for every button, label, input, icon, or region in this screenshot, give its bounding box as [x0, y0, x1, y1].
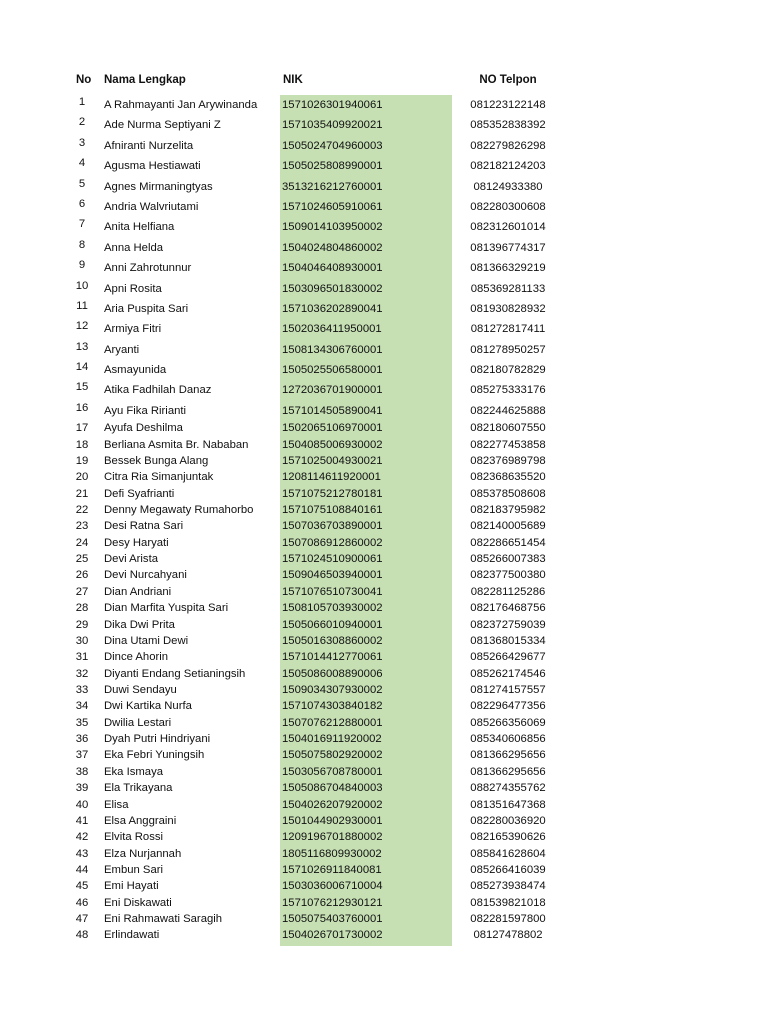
cell-name: Dince Ahorin	[104, 651, 169, 664]
cell-no: 13	[75, 340, 89, 353]
cell-tel: 081272817411	[470, 323, 546, 336]
cell-name: Ela Trikayana	[104, 782, 173, 795]
table-row	[0, 601, 768, 617]
cell-name: Aryanti	[104, 343, 140, 356]
table-row	[0, 650, 768, 666]
cell-tel: 082180607550	[470, 422, 546, 435]
cell-tel: 085273938474	[470, 880, 546, 893]
cell-nik: 1208114611920001	[282, 471, 381, 484]
cell-no: 44	[75, 863, 89, 876]
cell-no: 48	[75, 929, 89, 942]
cell-nik: 1571014505890041	[282, 404, 383, 417]
cell-tel: 082281597800	[470, 913, 546, 926]
cell-nik: 1571035409920021	[282, 119, 383, 132]
cell-nik: 1503036006710004	[282, 880, 383, 893]
table-row	[0, 156, 768, 176]
cell-name: Erlindawati	[104, 929, 160, 942]
table-row	[0, 781, 768, 797]
cell-nik: 1501044902930001	[282, 814, 383, 827]
cell-no: 47	[75, 913, 89, 926]
cell-nik: 1571024605910061	[282, 200, 383, 213]
cell-no: 24	[75, 536, 89, 549]
cell-tel: 082280036920	[470, 814, 546, 827]
cell-nik: 1504026701730002	[282, 929, 383, 942]
cell-name: Devi Arista	[104, 553, 158, 566]
cell-nik: 1505025506580001	[282, 364, 383, 377]
cell-no: 2	[78, 116, 86, 129]
header-tel: NO Telpon	[479, 74, 537, 86]
cell-no: 43	[75, 847, 89, 860]
cell-name: Atika Fadhilah Danaz	[104, 384, 212, 397]
cell-no: 41	[75, 814, 89, 827]
table-row	[0, 536, 768, 552]
header-nik: NIK	[283, 74, 303, 86]
cell-tel: 082140005689	[470, 520, 546, 533]
cell-no: 6	[78, 197, 86, 210]
cell-name: A Rahmayanti Jan Arywinanda	[104, 99, 258, 111]
cell-name: Anni Zahrotunnur	[104, 262, 192, 275]
cell-name: Citra Ria Simanjuntak	[104, 471, 214, 484]
cell-no: 45	[75, 880, 89, 893]
cell-name: Ayu Fika Ririanti	[104, 404, 187, 417]
cell-tel: 085275333176	[470, 384, 546, 397]
table-row	[0, 699, 768, 715]
cell-nik: 1504016911920002	[282, 733, 382, 746]
cell-tel: 081274157557	[470, 684, 546, 696]
cell-no: 33	[75, 684, 89, 696]
table-row	[0, 380, 768, 400]
cell-tel: 085352838392	[470, 119, 546, 132]
cell-name: Elvita Rossi	[104, 831, 164, 844]
cell-tel: 081366295656	[470, 749, 546, 762]
table-row	[0, 197, 768, 217]
cell-nik: 1505025808990001	[282, 160, 383, 173]
cell-nik: 1507086912860002	[282, 536, 383, 549]
cell-nik: 1505016308860002	[282, 634, 383, 647]
table-row	[0, 95, 768, 115]
cell-no: 18	[75, 438, 89, 451]
table-row	[0, 421, 768, 437]
cell-name: Desi Ratna Sari	[104, 520, 184, 533]
cell-tel: 081366295656	[470, 765, 546, 778]
cell-nik: 1503056708780001	[282, 765, 383, 778]
table-row	[0, 115, 768, 135]
table-row	[0, 912, 768, 928]
cell-tel: 085841628604	[470, 847, 546, 860]
cell-tel: 082165390626	[470, 831, 546, 844]
cell-tel: 081930828932	[470, 302, 546, 315]
cell-no: 11	[76, 299, 88, 312]
cell-no: 35	[75, 716, 89, 729]
cell-nik: 1507076212880001	[282, 716, 383, 729]
cell-name: Embun Sari	[104, 863, 164, 876]
cell-tel: 082372759039	[470, 618, 546, 631]
cell-name: Dian Marfita Yuspita Sari	[104, 602, 229, 615]
cell-name: Andria Walvriutami	[104, 200, 199, 213]
table-row	[0, 814, 768, 830]
cell-name: Dyah Putri Hindriyani	[104, 733, 211, 746]
cell-name: Defi Syafrianti	[104, 487, 175, 500]
cell-name: Eni Rahmawati Saragih	[104, 913, 223, 926]
cell-nik: 1507036703890001	[282, 520, 383, 533]
cell-no: 7	[78, 218, 86, 231]
cell-no: 22	[75, 504, 89, 517]
cell-nik: 1502036411950001	[282, 323, 382, 336]
cell-nik: 1508134306760001	[282, 343, 383, 356]
cell-name: Anna Helda	[104, 241, 164, 254]
cell-nik: 1571025004930021	[282, 454, 383, 467]
table-row	[0, 896, 768, 912]
cell-name: Emi Hayati	[104, 880, 159, 893]
cell-no: 25	[75, 553, 89, 566]
cell-name: Eni Diskawati	[104, 896, 172, 909]
header-no: No	[76, 74, 92, 86]
cell-no: 40	[75, 798, 89, 811]
cell-tel: 085266416039	[470, 863, 546, 876]
cell-name: Eka Febri Yuningsih	[104, 749, 205, 762]
cell-no: 20	[75, 471, 89, 484]
cell-nik: 1571014412770061	[282, 651, 383, 664]
cell-name: Asmayunida	[104, 364, 167, 377]
table-row	[0, 748, 768, 764]
table-row	[0, 299, 768, 319]
cell-name: Agusma Hestiawati	[104, 160, 201, 173]
table-row	[0, 863, 768, 879]
cell-tel: 085369281133	[470, 282, 546, 295]
table-row	[0, 487, 768, 503]
cell-name: Apni Rosita	[104, 282, 162, 295]
table-row	[0, 568, 768, 584]
cell-no: 26	[75, 569, 89, 582]
cell-name: Berliana Asmita Br. Nababan	[104, 438, 249, 451]
cell-no: 30	[75, 634, 89, 647]
cell-no: 5	[78, 177, 86, 190]
table-row	[0, 454, 768, 470]
table-row	[0, 667, 768, 683]
cell-nik: 1571075108840161	[282, 504, 383, 517]
table-row	[0, 847, 768, 863]
cell-tel: 082296477356	[470, 700, 546, 713]
cell-nik: 1504026207920002	[282, 798, 383, 811]
cell-nik: 1502065106970001	[282, 422, 383, 435]
table-row	[0, 765, 768, 781]
cell-no: 19	[75, 454, 89, 467]
cell-tel: 082368635520	[470, 471, 546, 484]
table-row	[0, 360, 768, 380]
cell-tel: 081223122148	[470, 99, 546, 111]
cell-nik: 1571075212780181	[282, 487, 383, 500]
cell-name: Armiya Fitri	[104, 323, 162, 336]
cell-name: Agnes Mirmaningtyas	[104, 180, 213, 193]
table-row	[0, 470, 768, 486]
cell-no: 42	[75, 831, 89, 844]
cell-nik: 3513216212760001	[282, 180, 383, 193]
cell-tel: 082286651454	[470, 536, 546, 549]
cell-nik: 1504024804860002	[282, 241, 383, 254]
cell-no: 39	[75, 782, 89, 795]
cell-nik: 1505024704960003	[282, 139, 383, 152]
cell-nik: 1509034307930002	[282, 684, 383, 696]
cell-tel: 082377500380	[470, 569, 546, 582]
table-row	[0, 552, 768, 568]
cell-name: Elsa Anggraini	[104, 814, 177, 827]
table-row	[0, 279, 768, 299]
cell-no: 8	[78, 238, 86, 251]
cell-no: 29	[75, 618, 89, 631]
cell-tel: 085340606856	[470, 733, 546, 746]
cell-nik: 1504085006930002	[282, 438, 383, 451]
cell-name: Devi Nurcahyani	[104, 569, 187, 582]
table-body	[0, 95, 768, 945]
cell-name: Afniranti Nurzelita	[104, 139, 194, 152]
cell-no: 31	[75, 651, 89, 664]
cell-tel: 082182124203	[470, 160, 546, 173]
cell-name: Dwi Kartika Nurfa	[104, 700, 192, 713]
cell-name: Dwilia Lestari	[104, 716, 172, 729]
cell-nik: 1508105703930002	[282, 602, 383, 615]
cell-name: Eka Ismaya	[104, 765, 164, 778]
cell-tel: 082376989798	[470, 454, 546, 467]
cell-nik: 1509014103950002	[282, 221, 383, 234]
cell-no: 16	[75, 401, 89, 414]
cell-tel: 082180782829	[470, 364, 546, 377]
cell-no: 9	[78, 259, 86, 272]
cell-tel: 08124933380	[473, 180, 543, 193]
cell-nik: 1571036202890041	[282, 302, 383, 315]
cell-nik: 1571076212930121	[282, 896, 383, 909]
cell-name: Desy Haryati	[104, 536, 169, 549]
cell-nik: 1571026911840081	[282, 863, 382, 876]
cell-no: 17	[75, 422, 89, 435]
cell-nik: 1509046503940001	[282, 569, 383, 582]
table-row	[0, 136, 768, 156]
cell-no: 32	[75, 667, 89, 680]
cell-tel: 081366329219	[470, 262, 546, 275]
cell-no: 36	[75, 733, 89, 746]
cell-nik: 1505075802920002	[282, 749, 383, 762]
table-row	[0, 928, 768, 944]
cell-tel: 081396774317	[470, 241, 546, 254]
cell-name: Denny Megawaty Rumahorbo	[104, 504, 254, 517]
cell-nik: 1571076510730041	[282, 585, 383, 598]
table-row	[0, 798, 768, 814]
cell-name: Elisa	[104, 798, 129, 811]
table-row	[0, 732, 768, 748]
cell-nik: 1571024510900061	[282, 553, 383, 566]
table-header	[0, 71, 768, 91]
table-row	[0, 319, 768, 339]
table-row	[0, 401, 768, 421]
cell-tel: 085266007383	[470, 553, 546, 566]
cell-nik: 1805116809930002	[282, 847, 382, 860]
table-row	[0, 830, 768, 846]
cell-tel: 082176468756	[470, 602, 546, 615]
cell-name: Diyanti Endang Setianingsih	[104, 667, 246, 680]
header-name: Nama Lengkap	[104, 74, 186, 86]
cell-name: Dika Dwi Prita	[104, 618, 175, 631]
cell-tel: 085266356069	[470, 716, 546, 729]
cell-nik: 1505075403760001	[282, 913, 383, 926]
cell-name: Ade Nurma Septiyani Z	[104, 119, 221, 132]
cell-no: 12	[75, 320, 89, 333]
cell-nik: 1503096501830002	[282, 282, 383, 295]
cell-no: 15	[75, 381, 89, 394]
cell-name: Dian Andriani	[104, 585, 172, 598]
table-row	[0, 340, 768, 360]
cell-tel: 082277453858	[470, 438, 546, 451]
cell-name: Bessek Bunga Alang	[104, 454, 209, 467]
cell-name: Anita Helfiana	[104, 221, 175, 234]
table-row	[0, 585, 768, 601]
table-row	[0, 438, 768, 454]
cell-no: 14	[75, 361, 89, 374]
cell-no: 21	[75, 487, 89, 500]
cell-name: Aria Puspita Sari	[104, 302, 189, 315]
table-row	[0, 618, 768, 634]
cell-tel: 081351647368	[470, 798, 546, 811]
cell-tel: 081278950257	[470, 343, 546, 356]
table-row	[0, 683, 768, 699]
cell-name: Duwi Sendayu	[104, 684, 177, 696]
cell-name: Dina Utami Dewi	[104, 634, 189, 647]
cell-no: 46	[75, 896, 89, 909]
cell-nik: 1209196701880002	[282, 831, 383, 844]
table-row	[0, 634, 768, 650]
cell-nik: 1505066010940001	[282, 618, 383, 631]
cell-no: 3	[78, 136, 86, 149]
cell-name: Ayufa Deshilma	[104, 422, 183, 435]
cell-no: 27	[75, 585, 89, 598]
table-row	[0, 879, 768, 895]
cell-tel: 082281125286	[470, 585, 546, 598]
cell-nik: 1571026301940061	[282, 99, 383, 111]
cell-tel: 081539821018	[470, 896, 546, 909]
cell-tel: 082312601014	[470, 221, 546, 234]
cell-tel: 085378508608	[470, 487, 546, 500]
cell-nik: 1272036701900001	[282, 384, 383, 397]
table-row	[0, 217, 768, 237]
cell-nik: 1571074303840182	[282, 700, 383, 713]
cell-tel: 082183795982	[470, 504, 546, 517]
table-row	[0, 177, 768, 197]
cell-tel: 082279826298	[470, 139, 546, 152]
cell-nik: 1505086008890006	[282, 667, 383, 680]
table-row	[0, 519, 768, 535]
cell-no: 28	[75, 602, 89, 615]
cell-no: 4	[78, 157, 86, 170]
cell-tel: 081368015334	[470, 634, 546, 647]
table-row	[0, 238, 768, 258]
cell-no: 37	[75, 749, 89, 762]
table-row	[0, 503, 768, 519]
table-row	[0, 716, 768, 732]
cell-tel: 085262174546	[470, 667, 546, 680]
cell-no: 38	[75, 765, 89, 778]
cell-nik: 1504046408930001	[282, 262, 383, 275]
cell-tel: 082244625888	[470, 404, 546, 417]
cell-no: 10	[75, 279, 89, 292]
cell-tel: 088274355762	[470, 782, 546, 795]
table-row	[0, 258, 768, 278]
cell-tel: 085266429677	[470, 651, 546, 664]
cell-nik: 1505086704840003	[282, 782, 383, 795]
cell-name: Elza Nurjannah	[104, 847, 182, 860]
cell-no: 34	[75, 700, 89, 713]
cell-no: 23	[75, 520, 89, 533]
cell-tel: 08127478802	[473, 929, 543, 942]
cell-no: 1	[78, 96, 86, 108]
cell-tel: 082280300608	[470, 200, 546, 213]
